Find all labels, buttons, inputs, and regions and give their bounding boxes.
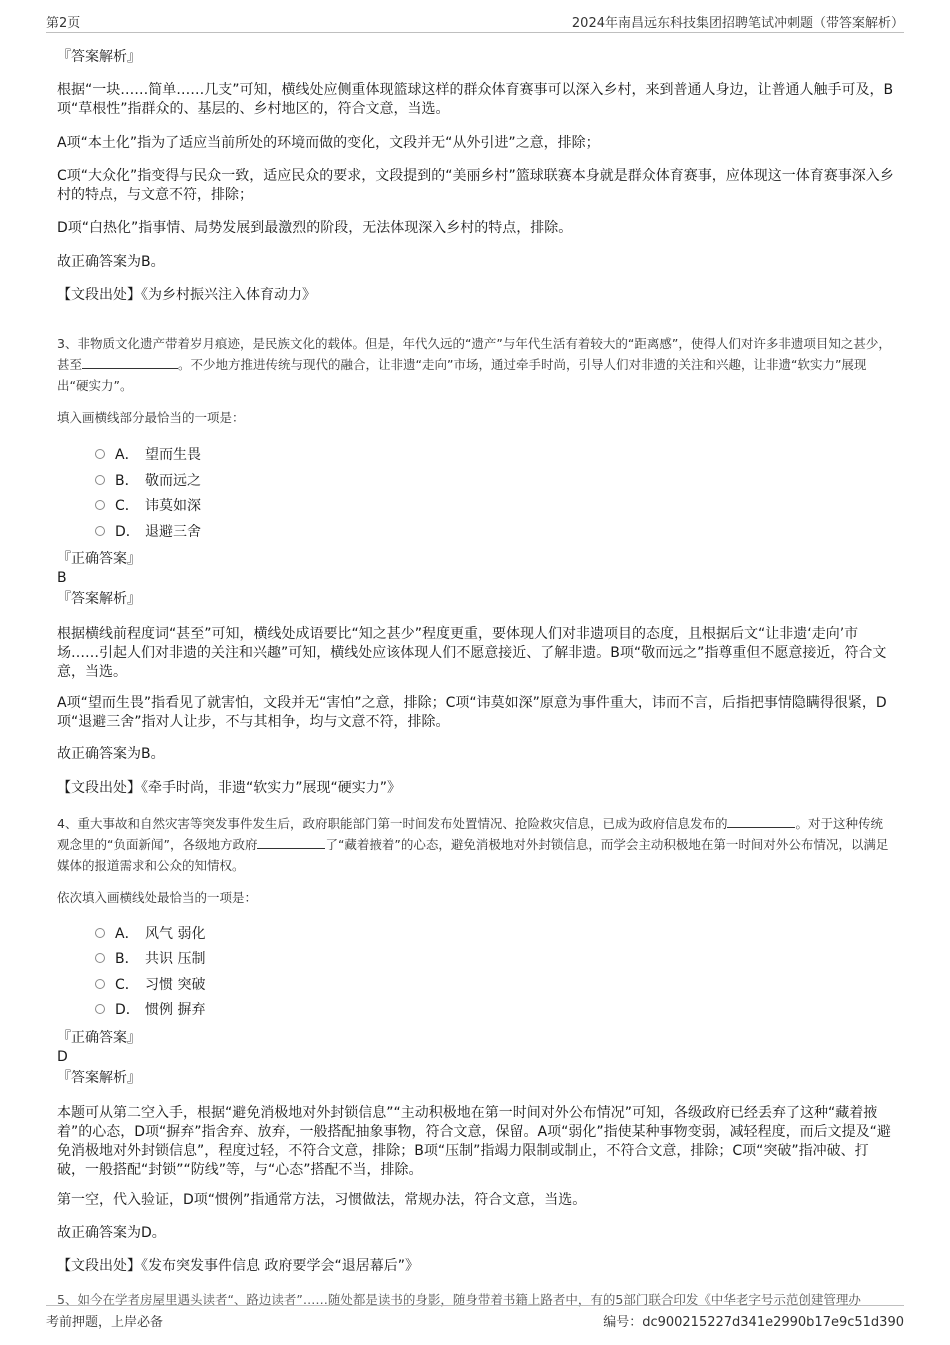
- analysis-label: 『答案解析』: [57, 49, 141, 65]
- analysis-label: 『答案解析』: [57, 591, 141, 607]
- page-number: 第2页: [46, 16, 81, 31]
- radio-icon[interactable]: [95, 953, 105, 963]
- option-text: 共识 压制: [145, 951, 206, 967]
- conclusion: 故正确答案为B。: [57, 746, 165, 762]
- source-citation: 【文段出处】《牵手时尚，非遗“软实力”展现“硬实力”》: [57, 780, 402, 796]
- option-text: 望而生畏: [145, 447, 201, 463]
- option-a[interactable]: [95, 444, 201, 464]
- page-header: [46, 12, 904, 32]
- stem-text: 4、重大事故和自然灾害等突发事件发生后，政府职能部门第一时间发布处置情况、抢险救灾信息，已成为政府信息发布的: [57, 816, 728, 831]
- correct-answer-label: 『正确答案』: [57, 1030, 141, 1046]
- analysis-paragraph: 根据横线前程度词“甚至”可知，横线处成语要比“知之甚少”程度更重，要体现人们对非遗项目的态度，且根据后文“让非遗‘走向’市场……引起人们对非遗的关注和兴趣”可知，横线处应该体现人们不愿意接近、了解非遗。B项“敬而远之”指尊重但不愿意接近，符合文意，当选。: [57, 626, 887, 680]
- correct-answer-label: 『正确答案』: [57, 551, 141, 567]
- document-id: 编号：dc900215227d341e2990b17e9c51d390: [603, 1315, 904, 1330]
- option-b[interactable]: [95, 470, 201, 490]
- option-key: A．: [115, 447, 139, 463]
- option-key: B．: [115, 473, 139, 489]
- analysis-paragraph: A项“望而生畏”指看见了就害怕，文段并无“害怕”之意，排除；C项“讳莫如深”原意为事件重大，讳而不言，后指把事情隐瞒得很紧，D项“退避三舍”指对人让步，不与其相争，均与文意不符，排除。: [57, 695, 887, 730]
- option-c[interactable]: [95, 495, 201, 515]
- stem-text: 3、非物质文化遗产带着岁月痕迹，是民族文化的载体。但是，年代久远的“遗产”与年代生活有着较大的“距离感”，使得人们对许多非遗项目知之甚少，甚至: [57, 336, 891, 372]
- next-question-cut: 5、如今在学者房屋里遇头读者“、路边读者”……随处都是读书的身影，随身带着书籍上路者中，有的5部门联合印发《中华老字号示范创建管理办: [57, 1292, 861, 1307]
- question-prompt: 填入画横线部分最恰当的一项是：: [57, 410, 245, 425]
- option-text: 惯例 摒弃: [145, 1002, 206, 1018]
- option-key: D．: [115, 524, 140, 540]
- radio-icon[interactable]: [95, 500, 105, 510]
- option-b[interactable]: [95, 948, 205, 968]
- source-citation: 【文段出处】《发布突发事件信息 政府要学会“退居幕后”》: [57, 1258, 419, 1274]
- question-prompt: 依次填入画横线处最恰当的一项是：: [57, 890, 258, 905]
- option-d[interactable]: [95, 521, 201, 541]
- fill-blank: [257, 836, 325, 849]
- analysis-paragraph: C项“大众化”指变得与民众一致，适应民众的要求，文段提到的“美丽乡村”篮球联赛本身就是群众体育赛事，应体现这一体育赛事深入乡村的特点，与文意不符，排除；: [57, 168, 894, 203]
- stem-text: 。不少地方推进传统与现代的融合，让非遗“走向”市场，通过牵手时尚，引导人们对非遗的关注和兴趣，让非遗“软实力”展现出“硬实力”。: [57, 357, 867, 393]
- option-d[interactable]: [95, 999, 205, 1019]
- conclusion: 故正确答案为D。: [57, 1225, 166, 1241]
- stem-text: 了“藏着掖着”的心态，避免消极地对外封锁信息，而学会主动积极地在第一时间对外公布情况，以满足媒体的报道需求和公众的知情权。: [57, 837, 889, 873]
- fill-blank: [727, 815, 795, 828]
- stem-text: 。对于这种传统观念里的“负面新闻”，各级地方政府: [57, 816, 883, 852]
- analysis-paragraph: 根据“一块……简单……几支”可知，横线处应侧重体现篮球这样的群众体育赛事可以深入乡村，来到普通人身边，让普通人触手可及，B项“草根性”指群众的、基层的、乡村地区的，符合文意，当选。: [57, 82, 894, 117]
- question-stem: [57, 333, 895, 396]
- option-key: A．: [115, 926, 139, 942]
- question-stem: [57, 813, 895, 876]
- fill-blank: [82, 356, 178, 369]
- conclusion: 故正确答案为B。: [57, 254, 165, 270]
- source-citation: 【文段出处】《为乡村振兴注入体育动力》: [57, 287, 316, 303]
- option-text: 风气 弱化: [145, 926, 206, 942]
- analysis-label: 『答案解析』: [57, 1070, 141, 1086]
- correct-answer: B: [57, 570, 67, 586]
- analysis-paragraph: D项“白热化”指事情、局势发展到最激烈的阶段，无法体现深入乡村的特点，排除。: [57, 220, 573, 236]
- radio-icon[interactable]: [95, 449, 105, 459]
- option-text: 习惯 突破: [145, 977, 206, 993]
- option-text: 退避三舍: [145, 524, 201, 540]
- analysis-paragraph: 第一空，代入验证，D项“惯例”指通常方法，习惯做法，常规办法，符合文意，当选。: [57, 1192, 587, 1208]
- radio-icon[interactable]: [95, 928, 105, 938]
- analysis-paragraph: 本题可从第二空入手，根据“避免消极地对外封锁信息”“主动积极地在第一时间对外公布情况”可知，各级政府已经丢弃了这种“藏着掖着”的心态，D项“摒弃”指舍弃、放弃，一般搭配抽象事物，符合文意，保留。A项“弱化”指使某种事物变弱，减轻程度，而后文提及“避免消极地对外封锁信息”，程度过轻，不符合文意，排除；B项“压制”指竭力限制或制止，不符合文意，排除；C项“突破”指冲破、打破，一般搭配“封锁”“防线”等，与“心态”搭配不当，排除。: [57, 1105, 891, 1178]
- option-key: B．: [115, 951, 139, 967]
- option-text: 敬而远之: [145, 473, 201, 489]
- radio-icon[interactable]: [95, 979, 105, 989]
- footer-slogan: 考前押题，上岸必备: [46, 1315, 164, 1330]
- option-key: C．: [115, 977, 139, 993]
- footer-divider: [46, 1305, 904, 1306]
- radio-icon[interactable]: [95, 526, 105, 536]
- option-text: 讳莫如深: [145, 498, 201, 514]
- correct-answer: D: [57, 1049, 68, 1065]
- radio-icon[interactable]: [95, 475, 105, 485]
- analysis-paragraph: A项“本土化”指为了适应当前所处的环境而做的变化，文段并无“从外引进”之意，排除；: [57, 135, 600, 151]
- option-a[interactable]: [95, 923, 205, 943]
- option-key: C．: [115, 498, 139, 514]
- option-c[interactable]: [95, 974, 205, 994]
- document-title: 2024年南昌远东科技集团招聘笔试冲刺题（带答案解析）: [571, 16, 904, 31]
- option-key: D．: [115, 1002, 140, 1018]
- header-divider: [46, 32, 904, 33]
- radio-icon[interactable]: [95, 1004, 105, 1014]
